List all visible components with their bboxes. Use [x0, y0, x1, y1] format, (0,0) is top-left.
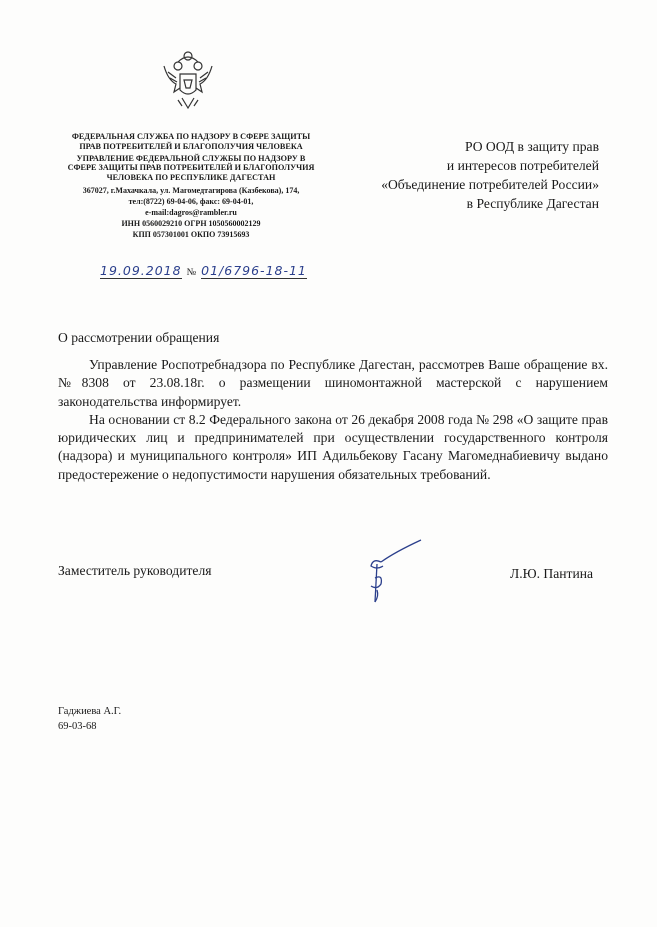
recipient-line: «Объединение потребителей России» — [381, 177, 599, 192]
sender-inn: ИНН 0560029210 ОГРН 1050560002129 — [121, 218, 261, 228]
executor-block — [58, 704, 121, 734]
recipient-line: РО ООД в защиту прав — [464, 139, 599, 154]
registration-date: 19.09.2018 — [100, 263, 182, 278]
signer-name: Л.Ю. Пантина — [510, 566, 594, 581]
body-paragraph: На основании ст 8.2 Федерального закона от 26 декабря 2008 года № 298 «О защите прав юридических лиц и предпринимателей при осуществлении государственного контроля (надзора) и муниципального контроля» ИП Адильбекову Гасану Магомеднабиевичу выдано предостережение о недопустимости нарушения обязательных требований. — [58, 411, 608, 482]
letter-body — [58, 356, 608, 484]
registration-number-sign: № — [186, 267, 197, 278]
executor-phone: 69-03-68 — [58, 721, 97, 732]
sender-phone: тел:(8722) 69-04-06, факс: 69-04-01, — [128, 196, 254, 206]
sender-email: e-mail:dagros@rambler.ru — [145, 207, 237, 217]
coat-of-arms-icon — [160, 48, 216, 114]
signature-icon — [355, 538, 425, 606]
sender-block — [66, 132, 316, 240]
sender-kpp: КПП 057301001 ОКПО 73915693 — [132, 229, 250, 239]
recipient-line: в Республике Дагестан — [466, 196, 599, 211]
registration-number: 01/6796-18-11 — [201, 263, 307, 278]
recipient-block — [381, 137, 599, 213]
sender-org-federal: ФЕДЕРАЛЬНАЯ СЛУЖБА ПО НАДЗОРУ В СФЕРЕ ЗАЩИТЫ ПРАВ ПОТРЕБИТЕЛЕЙ И БЛАГОПОЛУЧИЯ ЧЕЛОВЕКА — [71, 132, 311, 151]
signer-title: Заместитель руководителя — [58, 563, 212, 578]
recipient-line: и интересов потребителей — [446, 158, 599, 173]
registration-line — [100, 263, 307, 279]
sender-org-regional: УПРАВЛЕНИЕ ФЕДЕРАЛЬНОЙ СЛУЖБЫ ПО НАДЗОРУ В СФЕРЕ ЗАЩИТЫ ПРАВ ПОТРЕБИТЕЛЕЙ И БЛАГОПОЛУЧИЯ ЧЕЛОВЕКА ПО РЕСПУБЛИКЕ ДАГЕСТАН — [67, 153, 315, 183]
executor-name: Гаджиева А.Г. — [58, 706, 122, 717]
letter-subject: О рассмотрении обращения — [58, 330, 220, 345]
body-paragraph: Управление Роспотребнадзора по Республике Дагестан, рассмотрев Ваше обращение вх. №8308 от 23.08.18г. о размещении шиномонтажной мастерской с нарушением законодательства информирует. — [58, 357, 608, 409]
sender-address: 367027, г.Махачкала, ул. Магомедтагирова (Казбекова), 174, — [82, 185, 300, 195]
